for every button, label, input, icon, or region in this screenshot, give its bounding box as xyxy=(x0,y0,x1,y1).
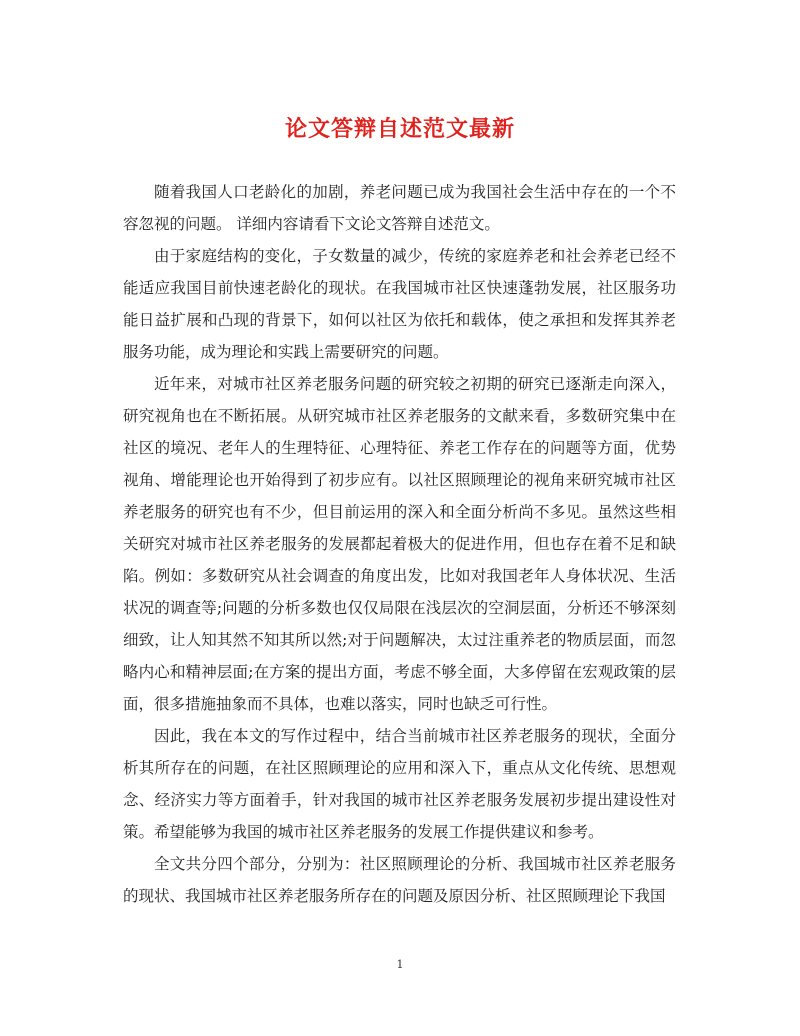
paragraph-literature-review: 近年来，对城市社区养老服务问题的研究较之初期的研究已逐渐走向深入，研究视角也在不断拓展。从研究城市社区养老服务的文献来看，多数研究集中在社区的境况、老年人的生理特征、心理特征、养老工作存在的问题等方面，优势视角、增能理论也开始得到了初步应有。以社区照顾理论的视角来研究城市社区养老服务的研究也有不少，但目前运用的深入和全面分析尚不多见。虽然这些相关研究对城市社区养老服务的发展都起着极大的促进作用，但也存在着不足和缺陷。例如：多数研究从社会调查的角度出发，比如对我国老年人身体状况、生活状况的调查等;问题的分析多数也仅仅局限在浅层次的空洞层面，分析还不够深刻细致，让人知其然不知其所以然;对于问题解决，太过注重养老的物质层面，而忽略内心和精神层面;在方案的提出方面，考虑不够全面，大多停留在宏观政策的层面，很多措施抽象而不具体，也难以落实，同时也缺乏可行性。 xyxy=(123,375,676,713)
paragraph-approach: 因此，我在本文的写作过程中，结合当前城市社区养老服务的现状，全面分析其所存在的问题，在社区照顾理论的应用和深入下，重点从文化传统、思想观念、经济实力等方面着手，针对我国的城市社区养老服务发展初步提出建设性对策。希望能够为我国的城市社区养老服务的发展工作提供建议和参考。 xyxy=(123,727,676,841)
paragraph-intro: 随着我国人口老龄化的加剧，养老问题已成为我国社会生活中存在的一个不容忽视的问题。 详细内容请看下文论文答辩自述范文。 xyxy=(123,183,676,233)
paragraph-background: 由于家庭结构的变化，子女数量的减少，传统的家庭养老和社会养老已经不能适应我国目前快速老龄化的现状。在我国城市社区快速蓬勃发展，社区服务功能日益扩展和凸现的背景下，如何以社区为依托和载体，使之承担和发挥其养老服务功能，成为理论和实践上需要研究的问题。 xyxy=(123,247,676,361)
page-number: 1 xyxy=(396,958,404,971)
paragraph-structure: 全文共分四个部分，分别为：社区照顾理论的分析、我国城市社区养老服务的现状、我国城市社区养老服务所存在的问题及原因分析、社区照顾理论下我国 xyxy=(123,855,676,905)
document-body xyxy=(123,176,676,912)
document-title: 论文答辩自述范文最新 xyxy=(284,116,515,142)
